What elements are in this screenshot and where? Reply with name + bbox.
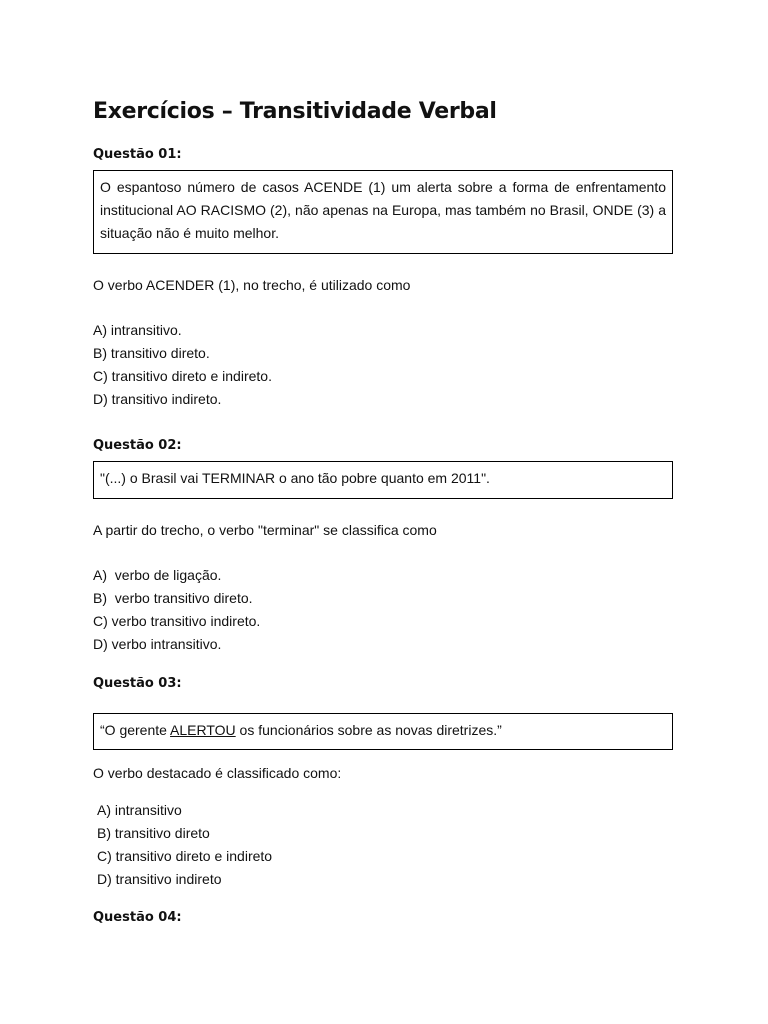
- question-2-prompt: A partir do trecho, o verbo "terminar" se classifica como: [93, 522, 437, 538]
- question-3-excerpt-box: [93, 713, 673, 750]
- question-1-option-b: B) transitivo direto.: [93, 345, 210, 361]
- question-1-excerpt-box: [93, 170, 673, 254]
- question-3-option-c: C) transitivo direto e indireto: [97, 848, 273, 864]
- question-1-prompt: O verbo ACENDER (1), no trecho, é utilizado como: [93, 277, 411, 293]
- question-3-option-d: D) transitivo indireto: [97, 871, 222, 887]
- question-2-excerpt-box: [93, 461, 673, 499]
- question-1-option-d: D) transitivo indireto.: [93, 391, 222, 407]
- question-1-options: [93, 319, 272, 411]
- question-2-option-a: A) verbo de ligação.: [93, 567, 222, 583]
- question-2-excerpt: "(...) o Brasil vai TERMINAR o ano tão pobre quanto em 2011".: [100, 470, 490, 486]
- question-3-excerpt-before: “O gerente: [100, 722, 171, 738]
- question-3-label: Questão 03:: [93, 676, 182, 691]
- question-2-option-d: D) verbo intransitivo.: [93, 636, 222, 652]
- question-4-label: Questão 04:: [93, 910, 182, 925]
- question-2-option-c: C) verbo transitivo indireto.: [93, 613, 261, 629]
- question-3-option-b: B) transitivo direto: [97, 825, 210, 841]
- question-2-options: [93, 564, 260, 656]
- question-3-prompt: O verbo destacado é classificado como:: [93, 765, 342, 781]
- question-3-options: [97, 799, 272, 891]
- question-1-option-c: C) transitivo direto e indireto.: [93, 368, 272, 384]
- question-1-label: Questão 01:: [93, 147, 182, 162]
- question-2-label: Questão 02:: [93, 438, 182, 453]
- question-3-option-a: A) intransitivo: [97, 802, 182, 818]
- page-title: Exercícios – Transitividade Verbal: [93, 99, 497, 124]
- question-1-excerpt: O espantoso número de casos ACENDE (1) um alerta sobre a forma de enfrentamento institucional AO RACISMO (2), não apenas na Europa, mas também no Brasil, ONDE (3) a situação não é muito melhor.: [100, 179, 666, 241]
- question-2-option-b: B) verbo transitivo direto.: [93, 590, 253, 606]
- question-1-option-a: A) intransitivo.: [93, 322, 182, 338]
- question-3-highlighted-verb: ALERTOU: [170, 722, 236, 738]
- question-3-excerpt-after: os funcionários sobre as novas diretrizes.”: [235, 722, 502, 738]
